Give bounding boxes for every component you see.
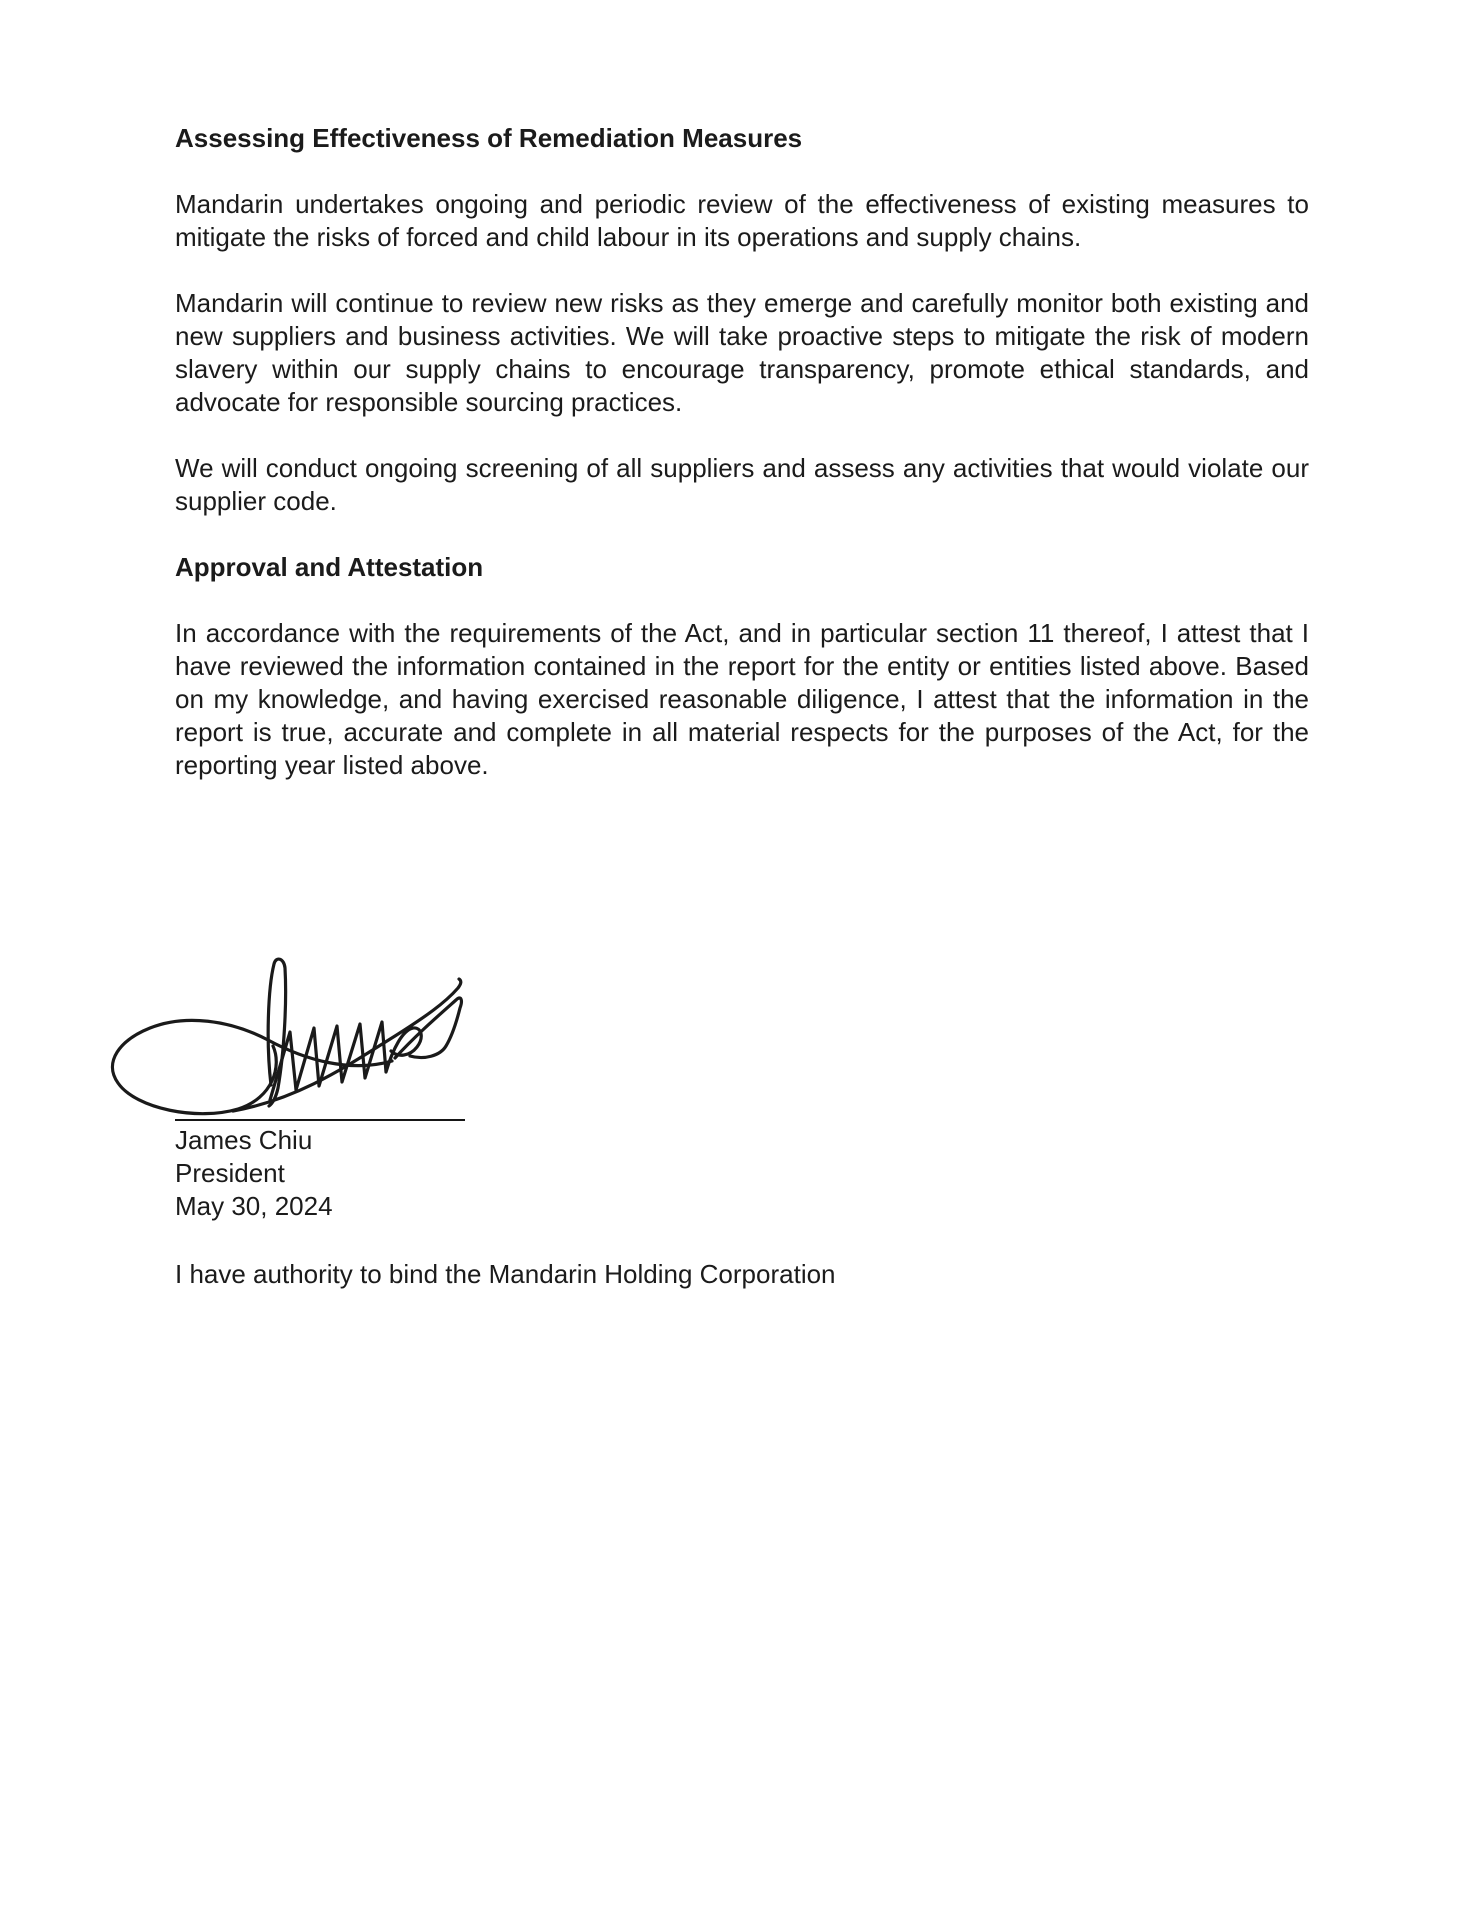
letter-body [175, 122, 1309, 815]
heading-remediation-effectiveness: Assessing Effectiveness of Remediation Measures [175, 123, 803, 153]
signature-scribble [90, 948, 470, 1138]
signature-date: May 30, 2024 [175, 1191, 333, 1221]
paragraph-attestation: In accordance with the requirements of the Act, and in particular section 11 thereof, I attest that I have reviewed the information contained in the report for the entity or entities listed above. Based on my knowledge, and having exercised reasonable diligence, I attest that the information in the report is true, accurate and complete in all material respects for the purposes of the Act, for the reporting year listed above. [175, 618, 1309, 780]
signer-name: James Chiu [175, 1125, 313, 1155]
signer-title: President [175, 1158, 285, 1188]
paragraph-ongoing-screening: We will conduct ongoing screening of all suppliers and assess any activities that would violate our supplier code. [175, 453, 1309, 516]
paragraph-periodic-review: Mandarin undertakes ongoing and periodic review of the effectiveness of existing measures to mitigate the risks of forced and child labour in its operations and supply chains. [175, 189, 1309, 252]
paragraph-monitor-suppliers: Mandarin will continue to review new risks as they emerge and carefully monitor both existing and new suppliers and business activities. We will take proactive steps to mitigate the risk of modern slavery within our supply chains to encourage transparency, promote ethical standards, and advocate for responsible sourcing practices. [175, 288, 1309, 417]
signature-line [175, 1119, 465, 1121]
heading-approval-attestation: Approval and Attestation [175, 552, 484, 582]
authority-statement: I have authority to bind the Mandarin Holding Corporation [175, 1259, 836, 1289]
